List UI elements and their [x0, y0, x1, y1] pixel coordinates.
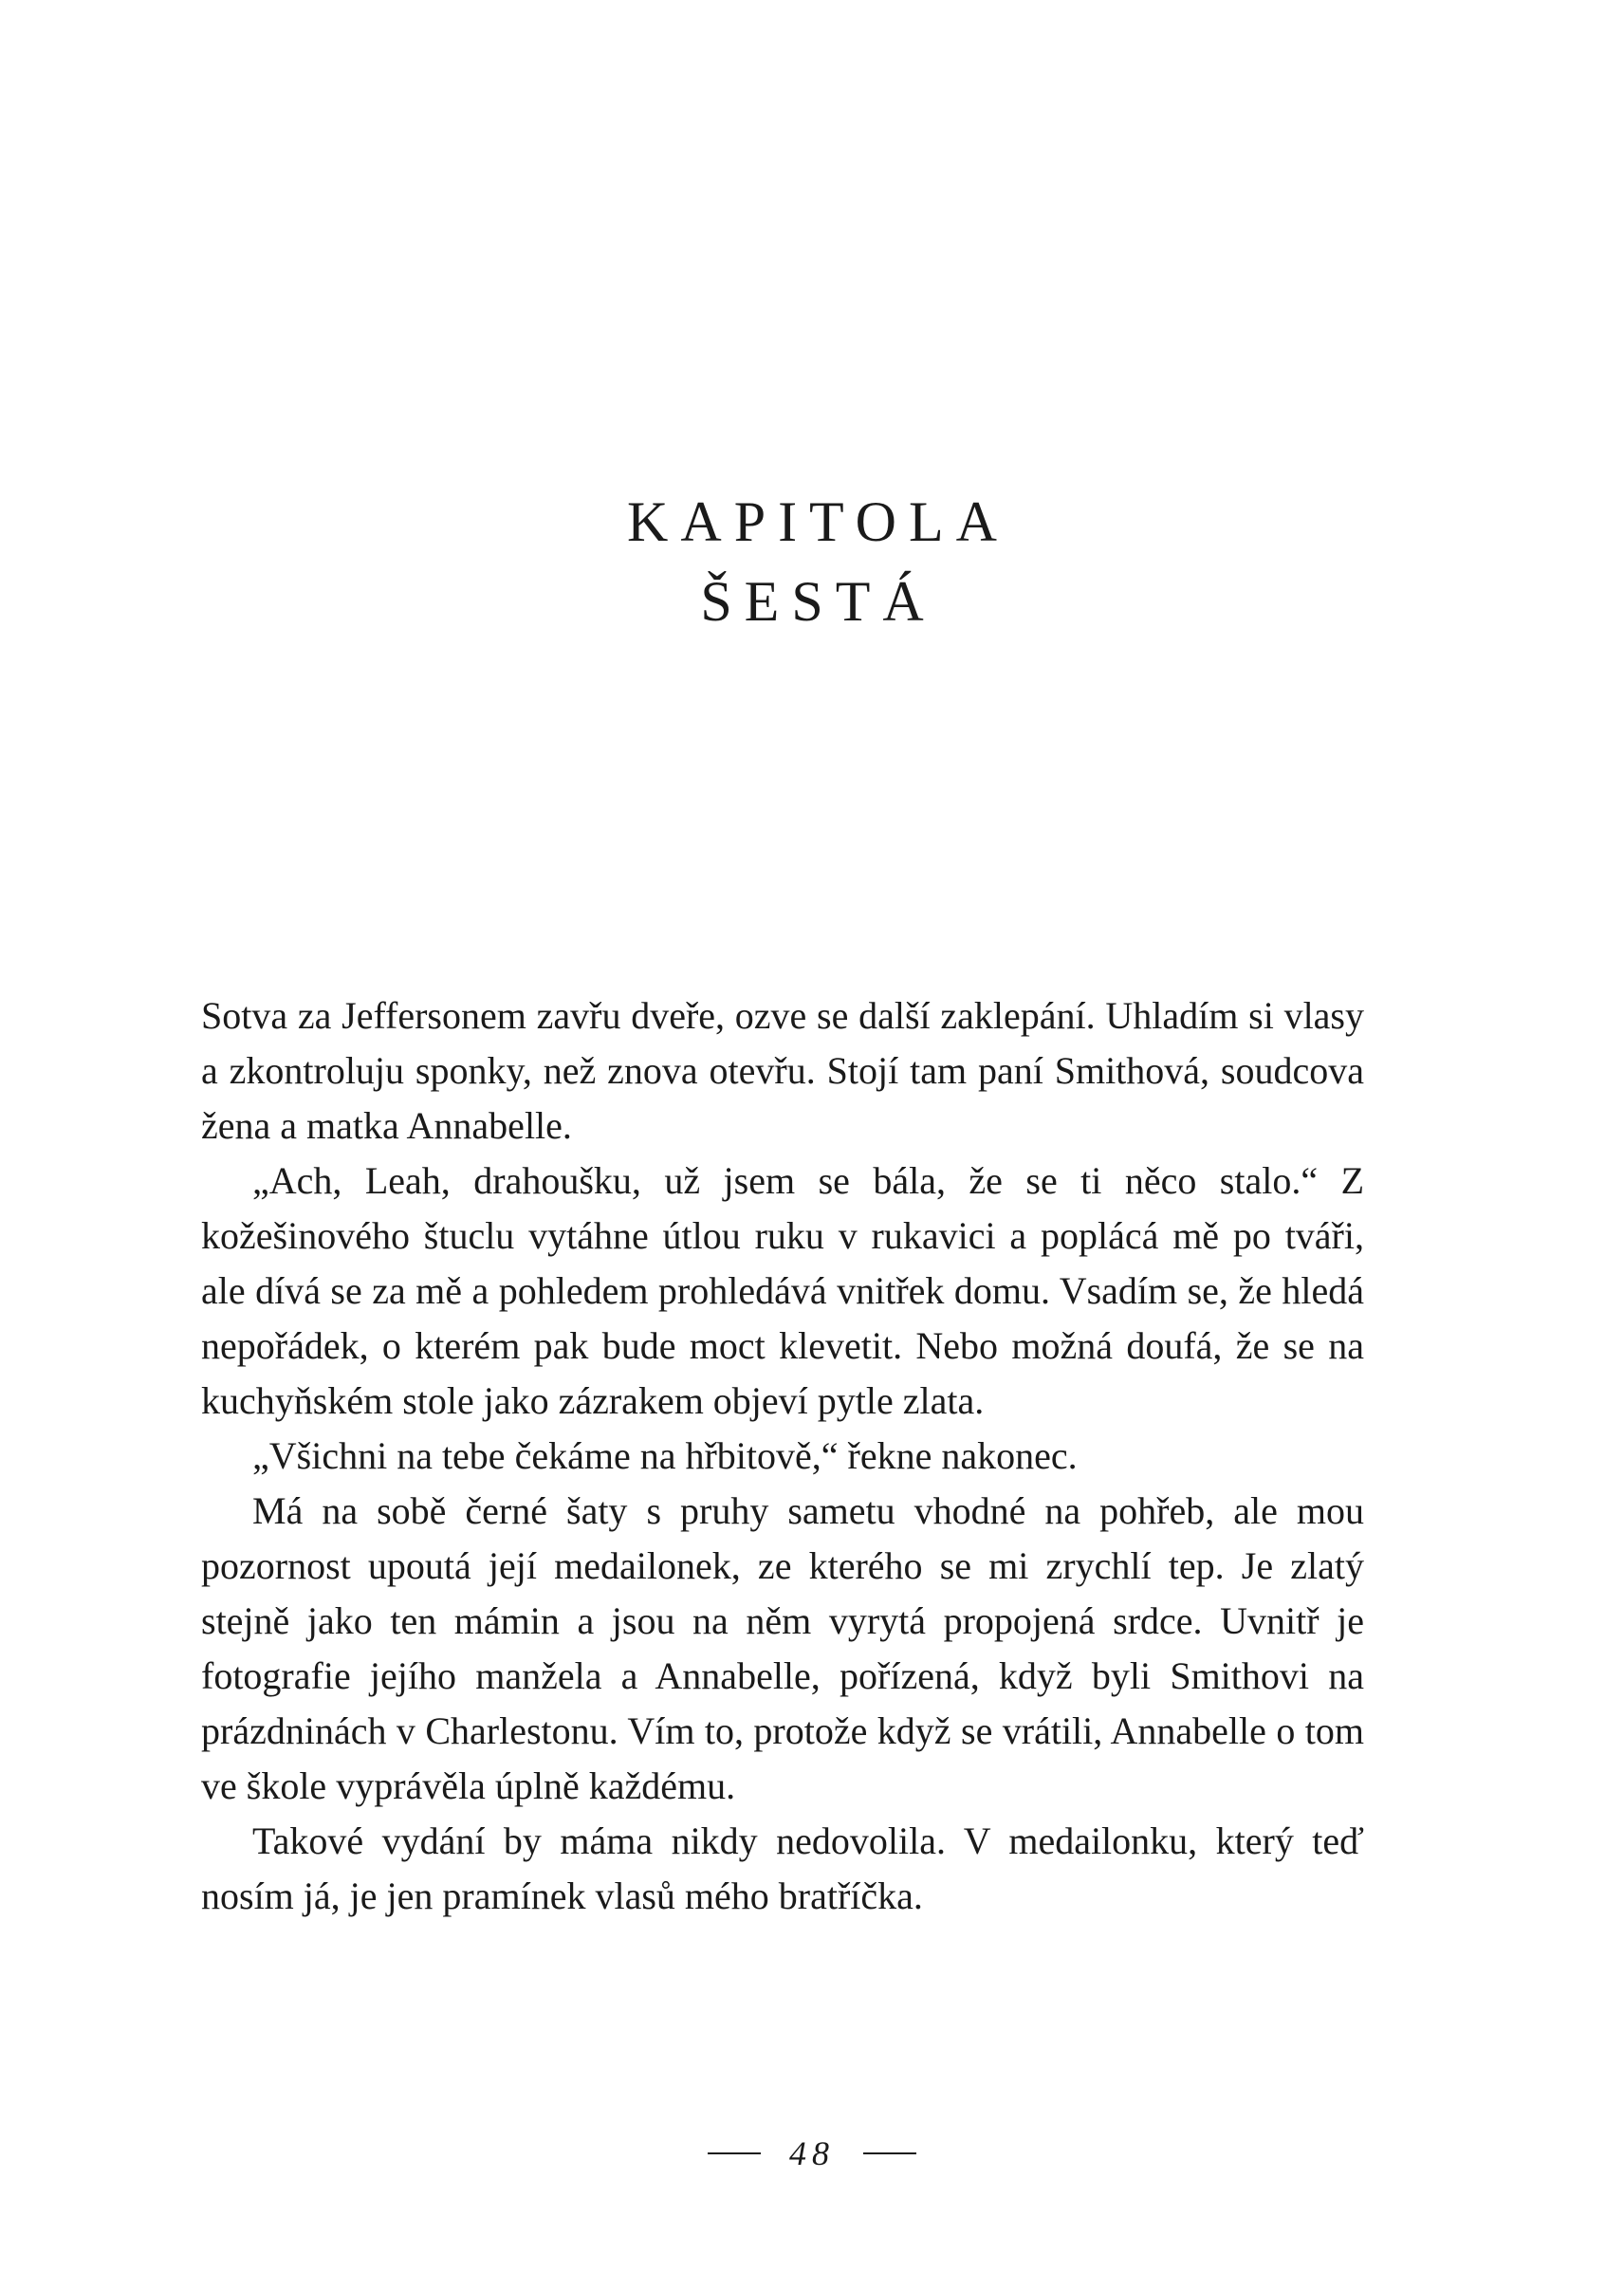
paragraph: Sotva za Jeffersonem zavřu dveře, ozve se další zaklepání. Uhladím si vlasy a zkontroluju sponky, než znova otevřu. Stojí tam paní Smithová, soudcova žena a matka Annabelle.	[201, 994, 1364, 1147]
page-number: 48	[789, 2134, 835, 2172]
paragraph: „Všichni na tebe čekáme na hřbitově,“ řekne nakonec.	[252, 1434, 1078, 1477]
left-dash	[708, 2152, 761, 2154]
right-dash	[863, 2152, 916, 2154]
page-footer	[0, 2125, 1624, 2182]
paragraph: „Ach, Leah, drahoušku, už jsem se bála, že se ti něco stalo.“ Z kožešinového štuclu vytáhne útlou ruku v rukavici a poplácá mě po tváři, ale dívá se za mě a pohledem prohledává vnitřek domu. Vsadím se, že hledá nepořádek, o kterém pak bude moct klevetit. Nebo možná doufá, že se na kuchyňském stole jako zázrakem objeví pytle zlata.	[201, 1159, 1364, 1422]
chapter-label: KAPITOLA	[627, 490, 1009, 553]
chapter-body	[201, 988, 1364, 1924]
paragraph: Má na sobě černé šaty s pruhy sametu vhodné na pohřeb, ale mou pozornost upoutá její medailonek, ze kterého se mi zrychlí tep. Je zlatý stejně jako ten mámin a jsou na něm vyrytá propojená srdce. Uvnitř je fotografie jejího manžela a Annabelle, pořízená, když byli Smithovi na prázdninách v Charlestonu. Vím to, protože když se vrátili, Annabelle o tom ve škole vyprávěla úplně každému.	[201, 1489, 1364, 1807]
paragraph: Takové vydání by máma nikdy nedovolila. V medailonku, který teď nosím já, je jen pramínek vlasů mého bratříčka.	[201, 1819, 1364, 1917]
chapter-number: ŠESTÁ	[700, 570, 936, 633]
chapter-heading	[0, 482, 1624, 641]
